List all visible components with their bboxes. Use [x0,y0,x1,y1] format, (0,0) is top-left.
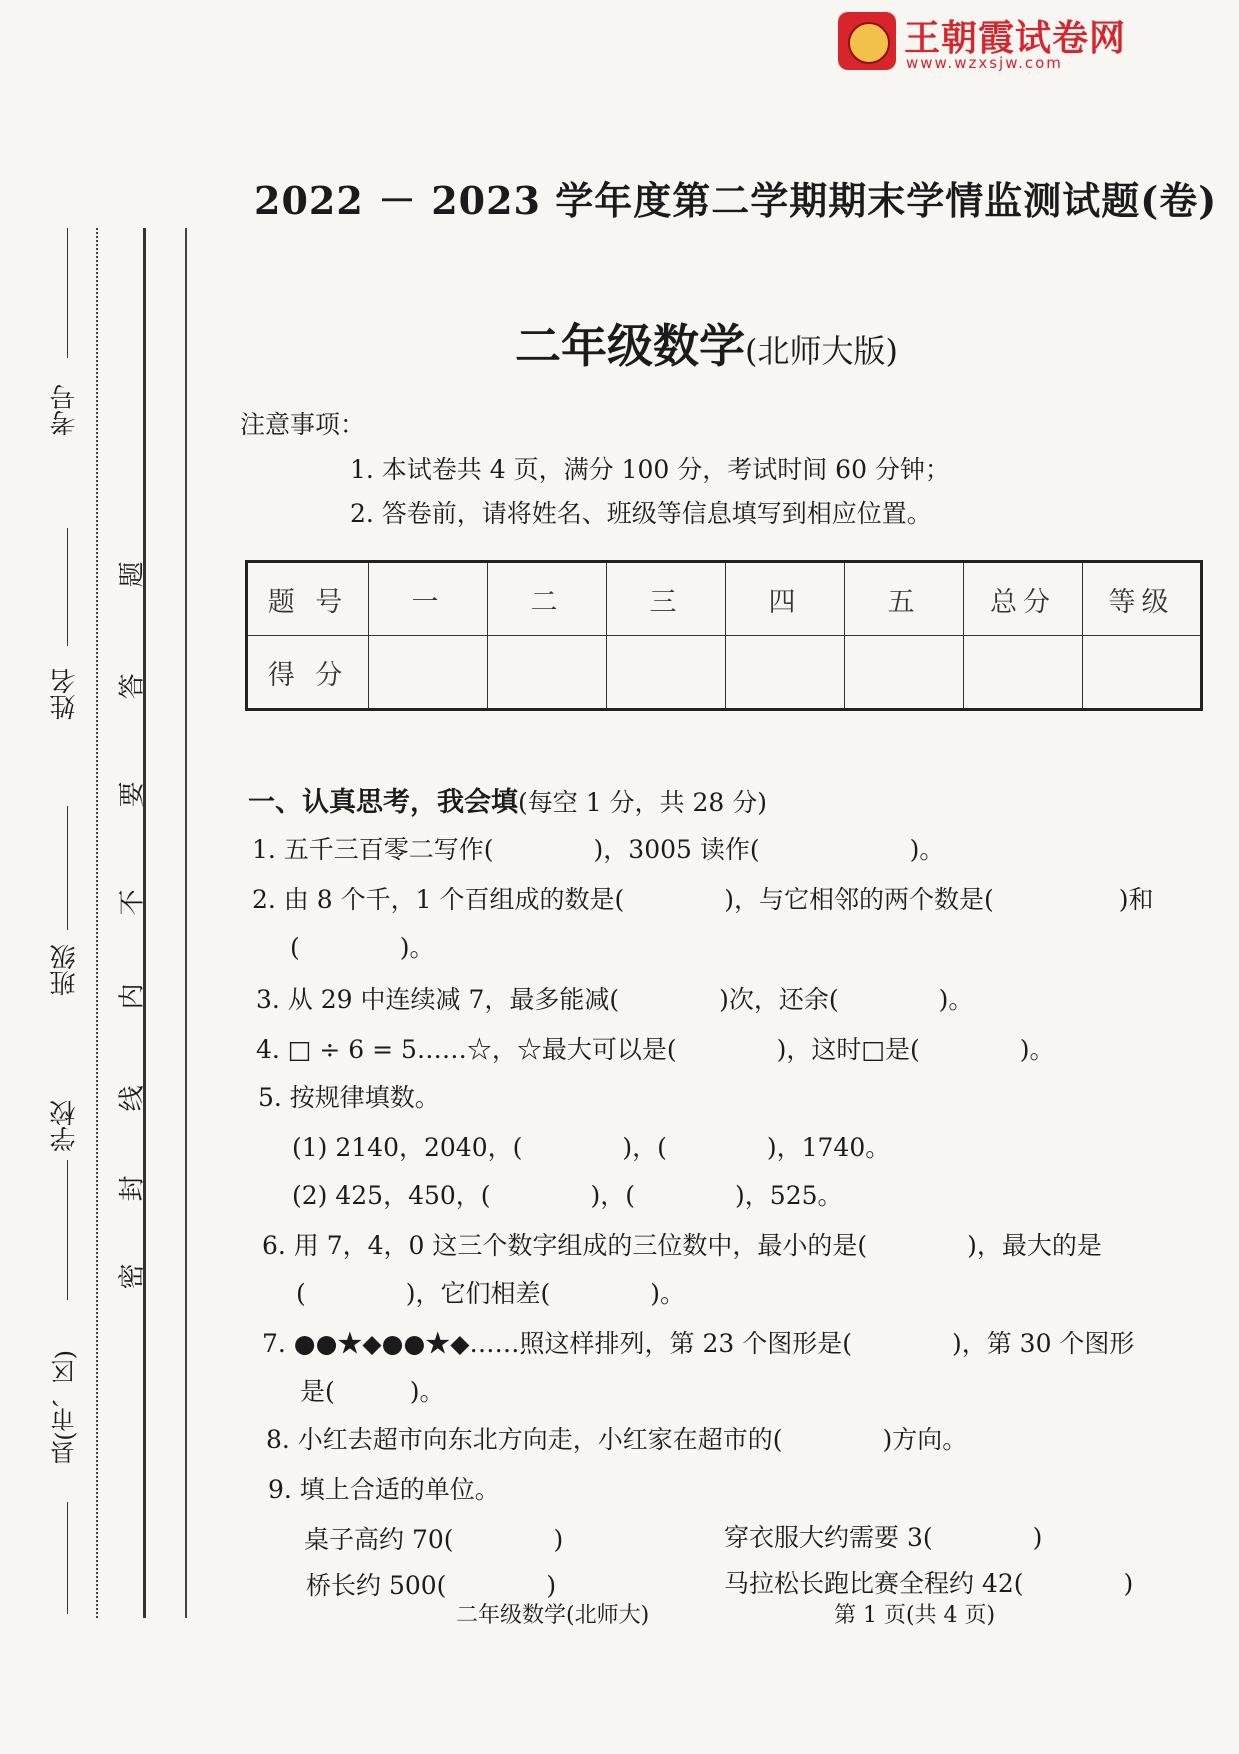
site-logo [838,10,1158,72]
note-item: 1. 本试卷共 4 页，满分 100 分，考试时间 60 分钟； [350,455,950,484]
score-table-column: 四 [726,562,845,636]
question-7-cont: 是( )。 [300,1377,445,1406]
logo-seal-icon [838,12,896,70]
binding-label-name: 姓名 [49,668,80,720]
logo-url: www.wzxsjw.com [906,54,1063,72]
question-7: 7. ●●★◆●●★◆……照这样排列，第 23 个图形是( )，第 30 个图形 [262,1329,1135,1358]
seal-char: 内 [117,983,148,1010]
question-2-cont: ( )。 [290,933,435,962]
seal-char: 不 [117,889,148,916]
exam-subtitle [515,310,898,376]
fill-line-school [67,1160,68,1300]
question-6-cont: ( )，它们相差( )。 [296,1279,686,1308]
score-cell[interactable] [488,636,607,710]
seal-char: 封 [117,1175,148,1202]
score-table-row-header: 题 号 [247,562,369,636]
score-table-score-row [247,636,1202,710]
note-item: 2. 答卷前，请将姓名、班级等信息填写到相应位置。 [350,499,932,528]
score-table-column: 五 [845,562,964,636]
score-table-column: 等级 [1083,562,1202,636]
seal-char: 线 [117,1085,148,1112]
question-9-a: 桌子高约 70( ) [304,1525,564,1554]
question-9-c: 桥长约 500( ) [306,1571,557,1600]
exam-title: 2022 － 2023 学年度第二学期期末学情监测试题(卷) [254,178,1218,223]
fill-line-name [67,528,68,646]
footer-page-number: 第 1 页(共 4 页) [834,1603,996,1628]
fill-line-class [67,806,68,930]
footer-subject: 二年级数学(北师大) [456,1603,650,1628]
binding-label-school: 学校 [49,1100,80,1152]
score-cell[interactable] [607,636,726,710]
binding-line-solid [143,228,146,1618]
seal-char: 答 [117,673,148,700]
question-9: 9. 填上合适的单位。 [268,1475,500,1504]
section-1-heading [248,780,767,819]
binding-label-county: 县(市、区) [50,1350,79,1465]
question-9-d: 马拉松长跑比赛全程约 42( ) [724,1569,1134,1598]
score-table-column: 三 [607,562,726,636]
question-2: 2. 由 8 个千，1 个百组成的数是( )，与它相邻的两个数是( )和 [252,885,1154,914]
notes-heading: 注意事项： [240,410,366,439]
score-table-column: 二 [488,562,607,636]
question-5-1: (1) 2140，2040，( )，( )，1740。 [292,1133,891,1162]
question-8: 8. 小红去超市向东北方向走，小红家在超市的( )方向。 [266,1425,968,1454]
question-1: 1. 五千三百零二写作( )，3005 读作( )。 [252,835,945,864]
question-4: 4. □ ÷ 6 = 5……☆，☆最大可以是( )，这时□是( )。 [256,1035,1055,1064]
question-6: 6. 用 7，4，0 这三个数字组成的三位数中，最小的是( )，最大的是 [262,1231,1102,1260]
score-table-header-row [247,562,1202,636]
binding-label-class: 班级 [49,944,80,996]
question-5: 5. 按规律填数。 [258,1083,440,1112]
question-3: 3. 从 29 中连续减 7，最多能减( )次，还余( )。 [256,985,974,1014]
binding-line-right [185,228,187,1618]
score-cell[interactable] [1083,636,1202,710]
fill-line-county [67,1502,68,1614]
fill-line-exam-number [67,228,68,358]
section-1-points: (每空 1 分，共 28 分) [518,788,768,817]
score-table-column: 总分 [964,562,1083,636]
score-table [245,560,1203,711]
binding-line-dotted [96,228,98,1618]
question-9-b: 穿衣服大约需要 3( ) [724,1523,1043,1552]
subtitle-edition: (北师大版) [745,332,898,370]
seal-char: 要 [117,781,148,808]
score-cell[interactable] [845,636,964,710]
question-5-2: (2) 425，450，( )，( )，525。 [292,1181,843,1210]
logo-name: 王朝霞试卷网 [904,18,1127,59]
subtitle-main: 二年级数学 [515,319,745,373]
seal-char: 密 [117,1263,148,1290]
score-table-column: 一 [369,562,488,636]
binding-label-exam-number: 考号 [49,384,80,436]
score-cell[interactable] [369,636,488,710]
score-table-row-header: 得 分 [247,636,369,710]
section-1-title: 一、认真思考，我会填 [248,787,518,818]
score-cell[interactable] [964,636,1083,710]
seal-char: 题 [117,561,148,588]
score-cell[interactable] [726,636,845,710]
